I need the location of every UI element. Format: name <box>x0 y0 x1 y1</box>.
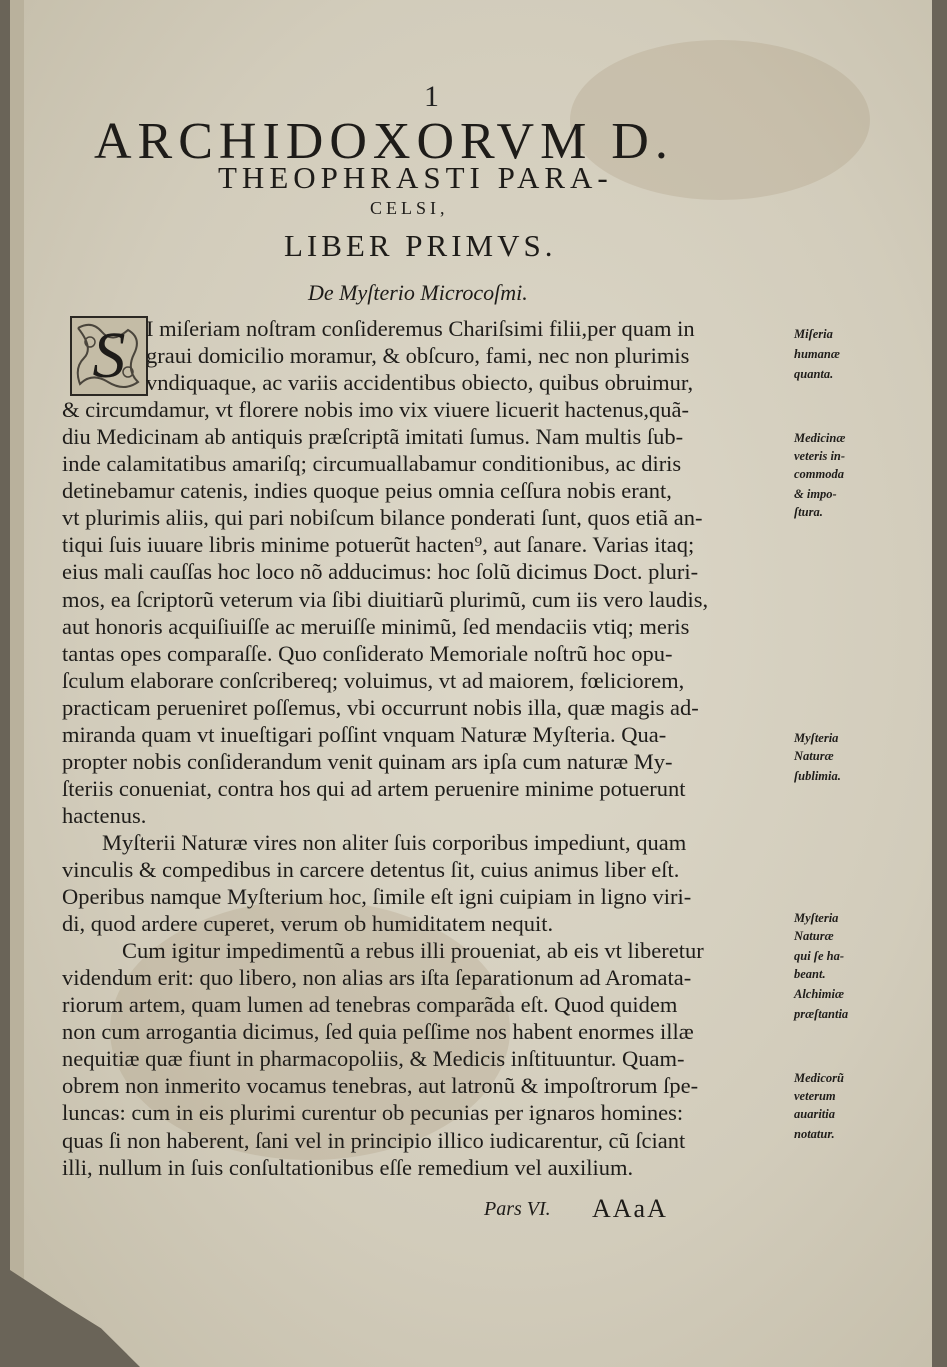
title-line-2: THEOPHRASTI PARA- <box>218 160 613 195</box>
initial-letter: S <box>92 319 126 392</box>
body-line: vndiquaque, ac variis accidentibus obiecto, quibus obruimur, <box>146 370 694 396</box>
body-line: vt plurimis aliis, qui pari nobiſcum bilance ponderati ſunt, quos etiã an- <box>62 505 703 531</box>
body-line: graui domicilio moramur, & obſcuro, fami, nec non plurimis <box>146 343 690 369</box>
body-line: obrem non inmerito vocamus tenebras, aut latronũ & impoſtrorum ſpe- <box>62 1073 699 1099</box>
margin-note: Medicinæ <box>794 431 846 445</box>
body-line: luncas: cum in eis plurimi curentur ob pecunias per ignaros homines: <box>62 1100 684 1126</box>
body-line: miranda quam vt inueſtigari poſſint vnquam Naturæ Myſteria. Qua- <box>62 721 667 747</box>
margin-note: Naturæ <box>794 749 834 763</box>
torn-corner <box>10 1270 140 1367</box>
margin-note: beant. <box>794 967 826 981</box>
page-edge <box>10 0 24 1367</box>
body-line: videndum erit: quo libero, non alias ars iſta ſeparationum ad Aromata- <box>62 965 692 991</box>
margin-note: commoda <box>794 467 844 481</box>
body-line: riorum artem, quam lumen ad tenebras comparãda eſt. Quod quidem <box>62 992 678 1018</box>
body-line: vinculis & compedibus in carcere detentus ſit, cuius animus liber eſt. <box>62 857 680 882</box>
margin-note: auaritia <box>794 1107 835 1121</box>
body-line: tantas opes comparaſſe. Quo conſiderato Memoriale noſtrũ hoc opu- <box>62 640 673 666</box>
body-line: di, quod ardere cuperet, verum ob humiditatem nequit. <box>62 911 554 937</box>
body-line: mos, ea ſcriptorũ veterum via ſibi diuitiarũ plurimũ, cum iis vero laudis, <box>62 586 709 612</box>
margin-note: Miſeria <box>794 327 833 341</box>
margin-note: Myſteria <box>794 731 839 745</box>
margin-note: notatur. <box>794 1127 835 1141</box>
margin-note: præſtantia <box>794 1007 849 1021</box>
margin-note: Alchimiæ <box>794 987 845 1001</box>
body-line: ſteriis conueniat, contra hos qui ad artem peruenire minime potuerunt <box>62 775 686 801</box>
body-line: tiqui ſuis iuuare libris minime potuerũt hacten⁹, aut ſanare. Varias itaq; <box>62 532 695 558</box>
title-line-4: LIBER PRIMVS. <box>284 228 557 263</box>
body-line: non cum arrogantia dicimus, ſed quia peſſime nos habent enormes illæ <box>62 1019 694 1045</box>
body-line: Cum igitur impedimentũ a rebus illi proueniat, ab eis vt liberetur <box>122 938 704 964</box>
body-line: eius mali cauſſas hoc loco nõ adducimus: hoc ſolũ dicimus Doct. pluri- <box>62 559 699 585</box>
title-line-3: CELSI, <box>370 198 449 218</box>
body-line: hactenus. <box>62 802 147 828</box>
margin-note: humanæ <box>794 347 840 361</box>
body-line: detinebamur catenis, indies quoque peius omnia ceſſura nobis erant, <box>62 478 672 504</box>
body-line: quas ſi non haberent, ſani vel in principio illico iudicarentur, cũ ſciant <box>62 1127 686 1153</box>
margin-note: Myſteria <box>794 911 839 925</box>
body-line: ſculum elaborare conſcribereq; voluimus, vt ad maiorem, fœliciorem, <box>62 667 685 693</box>
body-line: illi, nullum in ſuis conſultationibus eſſe remedium vel auxilium. <box>62 1154 634 1180</box>
signature-mark: AAaA <box>592 1194 668 1223</box>
margin-note: Naturæ <box>794 929 834 943</box>
margin-note: & impo- <box>794 487 837 501</box>
margin-note: veteris in- <box>794 449 846 463</box>
body-line: diu Medicinam ab antiquis præſcriptã imitati ſumus. Nam multis ſub- <box>62 424 684 450</box>
body-line: Myſterii Naturæ vires non aliter ſuis corporibus impediunt, quam <box>102 829 687 855</box>
body-line: inde calamitatibus amariſq; circumuallabamur conditionibus, ac diris <box>62 451 682 477</box>
margin-note: quanta. <box>794 367 834 381</box>
body-line: & circumdamur, vt florere nobis imo vix viuere licuerit hactenus,quã- <box>62 397 690 423</box>
margin-note: Medicorũ <box>794 1071 844 1085</box>
body-line: propter nobis conſiderandum venit quinam ars ipſa cum naturæ My- <box>62 748 673 774</box>
margin-note: ſublimia. <box>794 769 841 783</box>
body-line: I miſeriam noſtram conſideremus Chariſsimi filii,per quam in <box>146 316 695 341</box>
title-line-1: ARCHIDOXORVM D. <box>94 113 674 170</box>
folio-number: 1 <box>424 80 439 113</box>
margin-note: ſtura. <box>794 505 823 519</box>
margin-note: qui ſe ha- <box>794 949 844 963</box>
decorated-initial <box>70 316 148 396</box>
body-line: aut honoris acquiſiuiſſe ac meruiſſe minimũ, ſed mendaciis vtiq; meris <box>62 613 690 639</box>
margin-note: veterum <box>794 1089 836 1103</box>
subheading: De Myſterio Microcoſmi. <box>308 280 528 305</box>
book-page <box>10 0 932 1367</box>
body-line: nequitiæ quæ fiunt in pharmacopoliis, & Medicis inſtituuntur. Quam- <box>62 1046 685 1072</box>
signature-part: Pars VI. <box>484 1198 551 1220</box>
body-line: practicam perueniret poſſemus, vbi occurrunt nobis illa, quæ magis ad- <box>62 694 699 720</box>
body-line: Operibus namque Myſterium hoc, ſimile eſt igni cuipiam in ligno viri- <box>62 884 692 910</box>
